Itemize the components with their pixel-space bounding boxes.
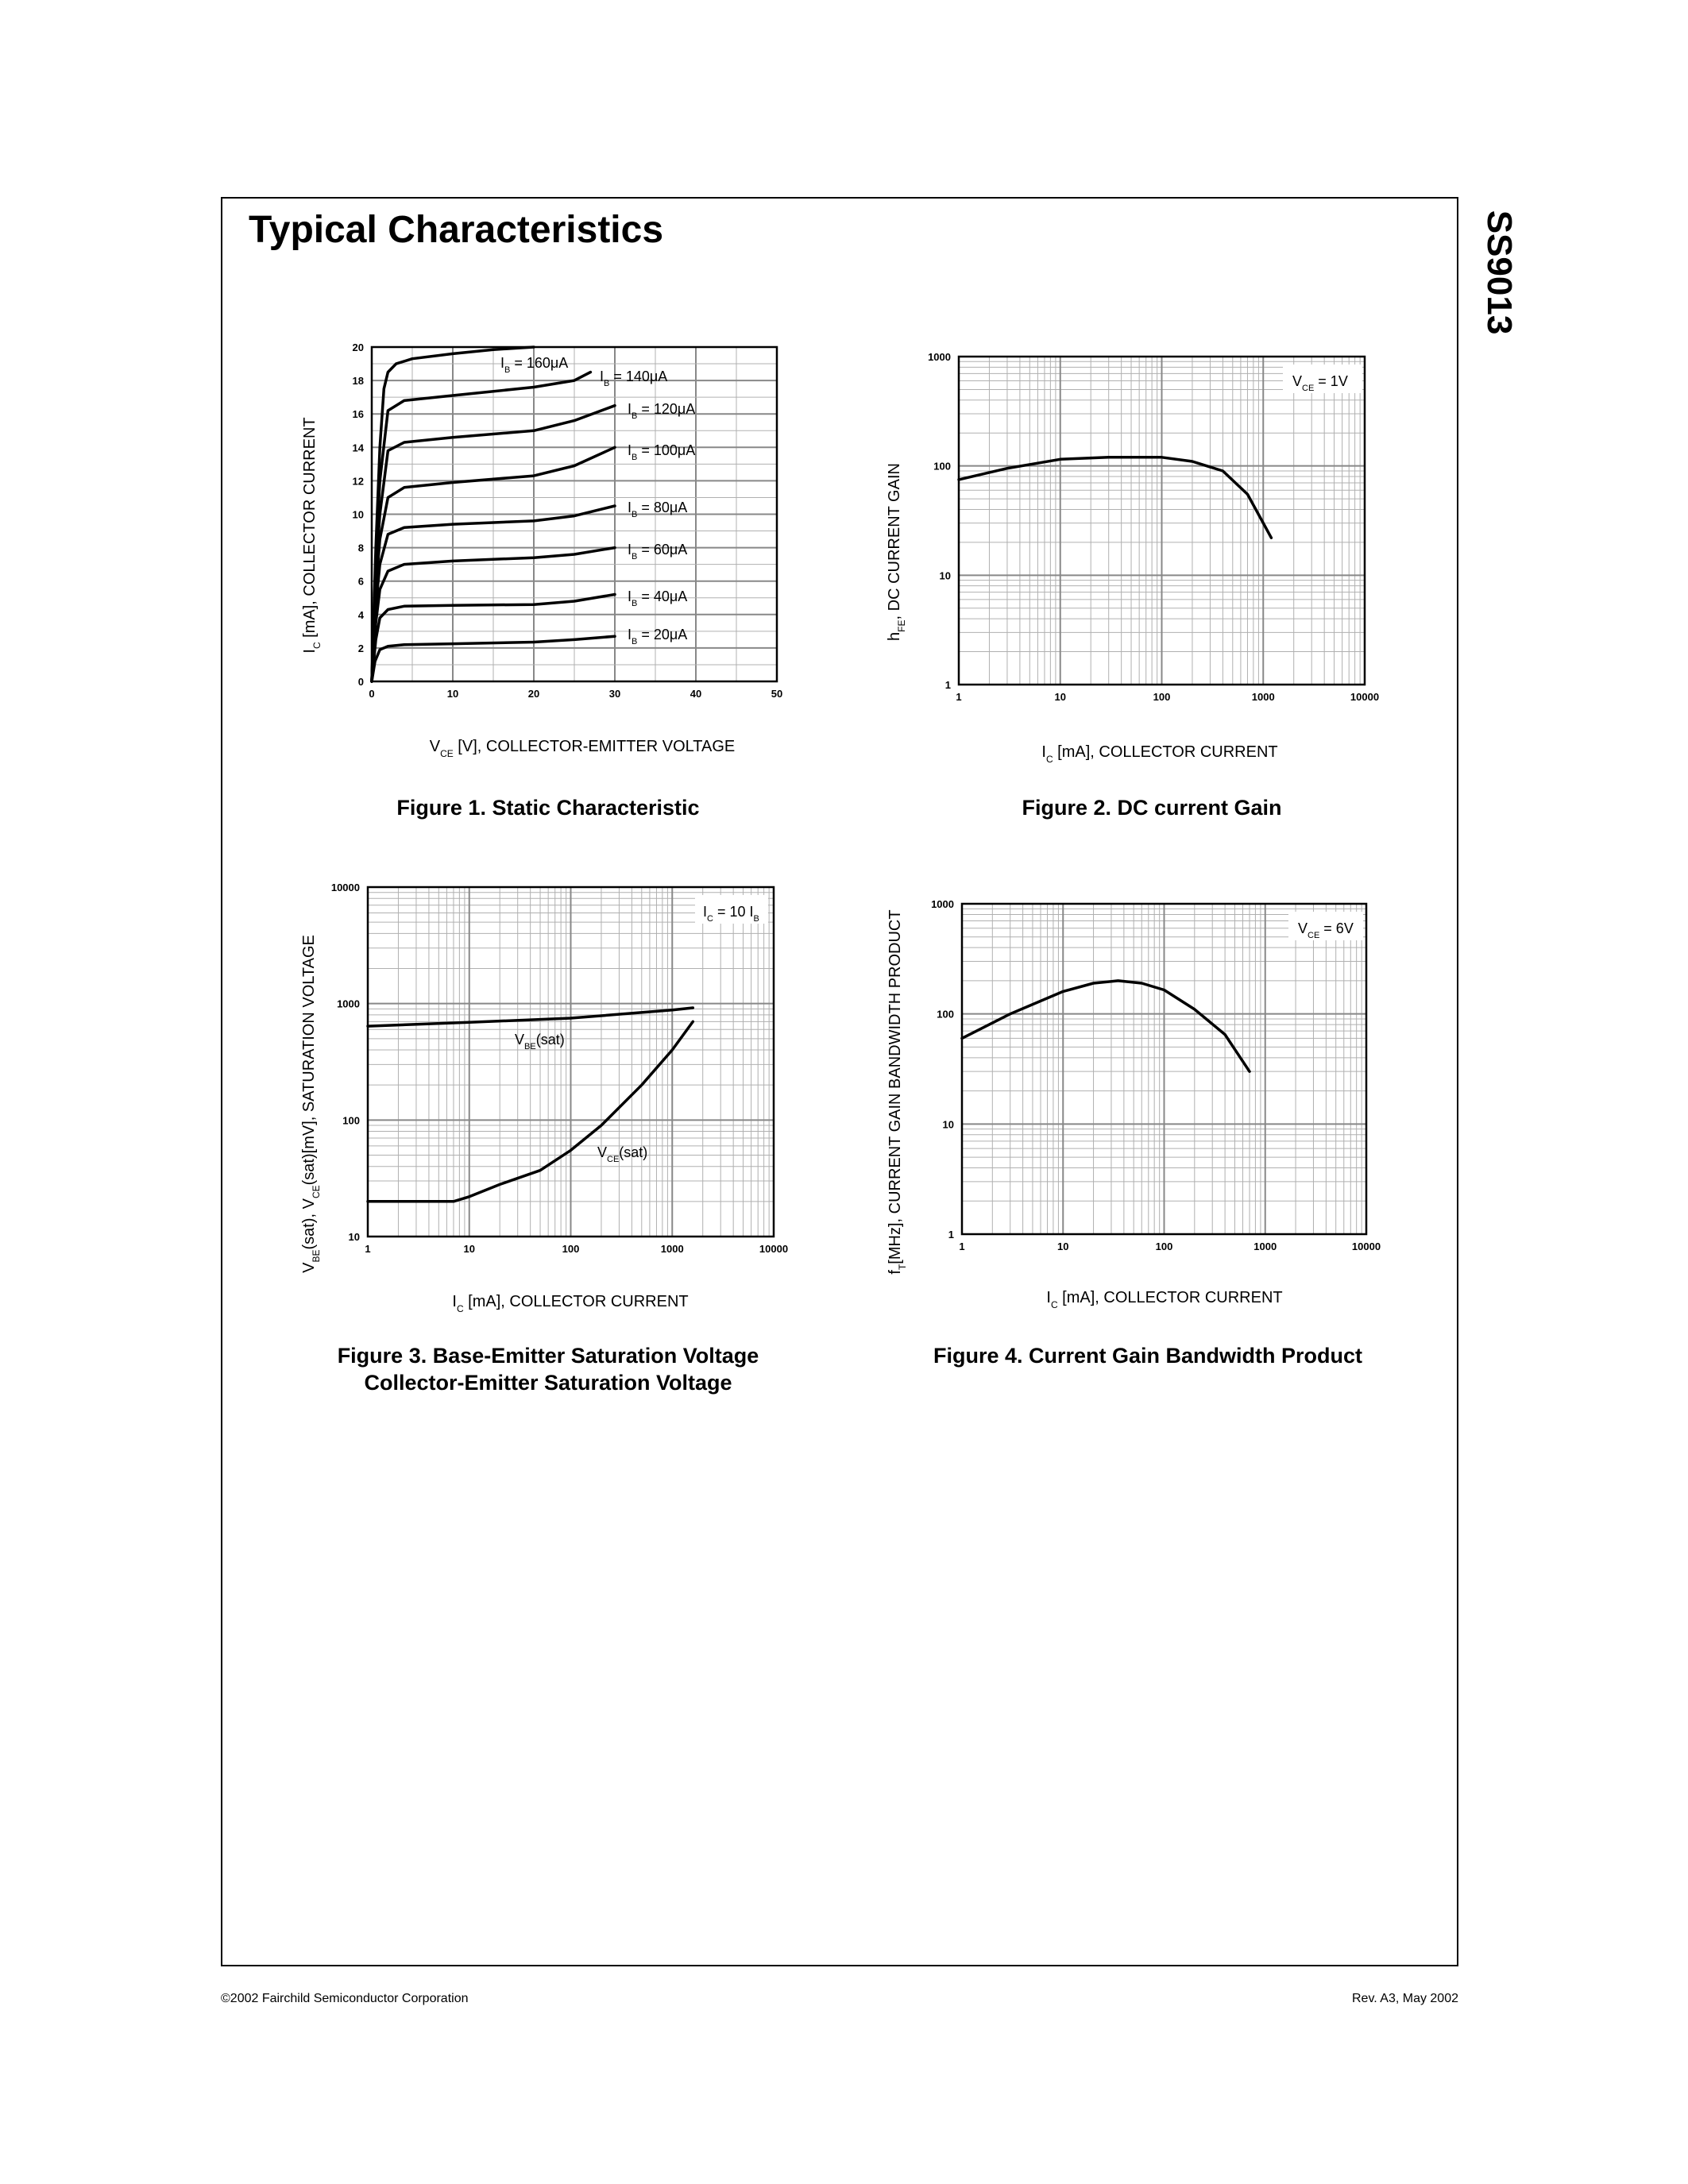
x-axis-label: $I_C$ [mA], COLLECTOR CURRENT [1041,743,1278,765]
y-tick-label: 20 [352,341,364,353]
y-tick-label: 100 [937,1008,954,1021]
annotation-vce: $V_{CE} = 1V$ [1292,373,1348,393]
y-tick-label: 6 [357,575,364,588]
chart-dc-current-gain [874,341,1414,770]
x-tick-label: 1000 [1251,691,1275,703]
x-tick-label: 10 [1057,1241,1069,1252]
y-tick-label: 1000 [337,997,360,1010]
y-tick-label: 1000 [931,898,954,910]
figure-3-caption [310,1342,786,1396]
x-tick-label: 10000 [759,1243,789,1255]
series-label: $I_B = 160\mu A$ [500,355,569,375]
x-tick-label: 1000 [1253,1241,1277,1252]
chart-saturation-voltage [294,874,802,1318]
y-tick-label: 16 [352,408,364,421]
figure-2-caption: Figure 2. DC current Gain [1022,796,1282,820]
y-axis-label: $h_{FE}$, DC CURRENT GAIN [886,463,907,641]
y-tick-label: 100 [933,460,951,473]
x-axis-label: $I_C$ [mA], COLLECTOR CURRENT [452,1293,689,1314]
x-tick-label: 1 [956,691,962,703]
annotation-ic-ib: $I_C = 10$ $I_B$ [703,904,759,924]
y-tick-label: 4 [357,608,364,621]
y-tick-label: 10 [939,569,951,582]
y-axis-label: $V_{BE}(sat)$, $V_{CE}(sat)[mV]$, SATURATION VOLTAGE [300,935,322,1273]
series-label: $I_B = 20\mu A$ [628,627,688,646]
page-title: Typical Characteristics [249,209,664,251]
y-tick-label: 10 [348,1231,360,1243]
y-tick-label: 8 [357,542,364,554]
x-tick-label: 1 [365,1243,371,1255]
series-label-vbe: $V_{BE}(sat)$ [515,1032,565,1051]
y-tick-label: 1 [944,679,951,691]
y-tick-label: 100 [342,1114,360,1127]
x-tick-label: 30 [608,688,621,700]
y-axis-label: $I_C$ [mA], COLLECTOR CURRENT [301,417,323,654]
series-label: $I_B = 80\mu A$ [628,500,688,519]
x-tick-label: 10 [463,1243,475,1255]
x-tick-label: 10000 [1351,1241,1381,1252]
x-tick-label: 100 [562,1243,580,1255]
part-number-text: SS9013 [1480,210,1519,335]
x-tick-label: 10000 [1350,691,1380,703]
part-number [1479,197,1519,348]
series-label: $I_B = 60\mu A$ [628,542,688,561]
y-tick-label: 18 [352,375,364,388]
figure-1-caption: Figure 1. Static Characteristic [396,796,700,820]
annotation-vce: $V_{CE} = 6V$ [1298,920,1354,940]
y-tick-label: 10 [942,1118,954,1131]
y-axis-label: $f_T[MHz]$, CURRENT GAIN BANDWIDTH PRODUCT [886,909,908,1275]
chart-static-characteristic [294,334,802,762]
x-tick-label: 100 [1155,1241,1173,1252]
y-tick-label: 10000 [330,882,360,893]
x-tick-label: 0 [369,688,375,700]
y-tick-label: 10 [352,508,364,521]
x-tick-label: 1000 [660,1243,684,1255]
y-tick-label: 14 [352,442,364,454]
x-tick-label: 100 [1153,691,1171,703]
figure-4-caption: Figure 4. Current Gain Bandwidth Product [933,1344,1363,1368]
chart-gain-bandwidth-product [874,874,1414,1318]
x-tick-label: 1 [959,1241,965,1252]
y-tick-label: 1000 [928,351,951,363]
y-tick-label: 0 [357,676,364,688]
series-line [959,457,1271,538]
y-tick-label: 1 [948,1229,954,1241]
series-label: $I_B = 100\mu A$ [628,442,696,462]
y-tick-label: 2 [357,642,364,654]
x-tick-label: 10 [446,688,459,700]
x-axis-label: $V_{CE}$ [V], COLLECTOR-EMITTER VOLTAGE [429,738,736,759]
x-tick-label: 20 [527,688,540,700]
x-axis-label: $I_C$ [mA], COLLECTOR CURRENT [1046,1289,1283,1310]
figure-3-caption-line-2: Collector-Emitter Saturation Voltage [364,1371,732,1395]
series-label-vce: $V_{CE}(sat)$ [597,1144,648,1164]
series-label: $I_B = 40\mu A$ [628,588,688,608]
series-label: $I_B = 120\mu A$ [628,401,696,421]
figure-3-caption-line-1: Figure 3. Base-Emitter Saturation Voltage [337,1344,759,1368]
footer-copyright: ©2002 Fairchild Semiconductor Corporation [221,1992,469,2005]
x-tick-label: 50 [771,688,783,700]
footer-revision: Rev. A3, May 2002 [1352,1992,1458,2005]
x-tick-label: 40 [689,688,702,700]
y-tick-label: 12 [352,475,364,488]
x-tick-label: 10 [1054,691,1066,703]
series-label: $I_B = 140\mu A$ [600,369,668,388]
